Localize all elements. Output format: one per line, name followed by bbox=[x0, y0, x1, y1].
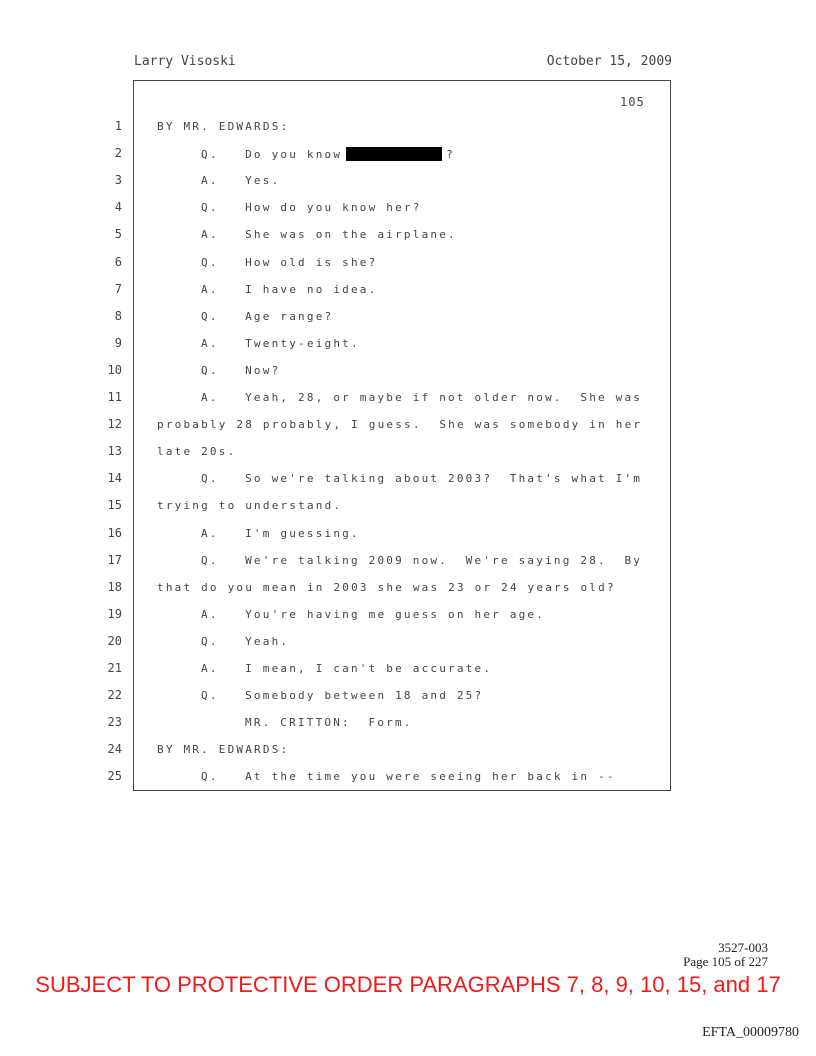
transcript-line-text: Q. At the time you were seeing her back in -- bbox=[201, 770, 616, 784]
transcript-line bbox=[157, 581, 616, 594]
transcript-line-text: Q. Do you know bbox=[201, 148, 343, 162]
transcript-line bbox=[157, 743, 289, 756]
transcript-line-text: Q. How do you know her? bbox=[201, 201, 422, 215]
line-number: 5 bbox=[114, 227, 122, 242]
transcript-line bbox=[201, 256, 377, 269]
line-number: 11 bbox=[107, 390, 122, 404]
redaction-bar bbox=[346, 147, 442, 161]
transcript-line-text: Q. Now? bbox=[201, 363, 281, 377]
transcript-line-text: Q. Yeah. bbox=[201, 634, 290, 648]
transcript-line-text: A. She was on the airplane. bbox=[201, 228, 457, 242]
transcript-line-text: A. You're having me guess on her age. bbox=[201, 607, 546, 621]
case-code: 3527-003 bbox=[718, 940, 768, 955]
transcript-line bbox=[201, 283, 377, 296]
deposition-date: October 15, 2009 bbox=[546, 54, 672, 69]
transcript-line bbox=[201, 228, 457, 241]
transcript-line-text: Q. Age range? bbox=[201, 309, 334, 323]
transcript-line-text: late 20s. bbox=[157, 445, 237, 459]
line-number: 23 bbox=[107, 715, 122, 730]
line-number: 20 bbox=[107, 633, 122, 648]
transcript-line-text: Q. So we're talking about 2003? That's what I'm bbox=[201, 472, 643, 486]
line-number: 3 bbox=[114, 173, 122, 188]
line-number: 16 bbox=[107, 525, 122, 540]
transcript-line-text: Q. How old is she? bbox=[201, 255, 378, 269]
transcript-line bbox=[201, 201, 422, 214]
transcript-line bbox=[201, 635, 289, 648]
transcript-line-text: A. I'm guessing. bbox=[201, 526, 360, 540]
transcript-line bbox=[201, 147, 455, 161]
transcript-line-text: A. I have no idea. bbox=[201, 282, 378, 296]
transcript-line bbox=[201, 689, 483, 702]
transcript-line bbox=[157, 120, 289, 133]
line-number: 4 bbox=[114, 200, 122, 215]
transcript-page-number: 105 bbox=[620, 95, 645, 109]
transcript-line-text: probably 28 probably, I guess. She was somebody in her bbox=[157, 418, 643, 432]
transcript-line bbox=[201, 174, 280, 187]
witness-name: Larry Visoski bbox=[134, 54, 236, 69]
line-number: 6 bbox=[114, 254, 122, 269]
transcript-line bbox=[201, 770, 616, 783]
transcript-line bbox=[201, 472, 642, 485]
transcript-line bbox=[201, 527, 360, 540]
page-of-total: Page 105 of 227 bbox=[683, 954, 768, 969]
line-number: 22 bbox=[107, 688, 122, 703]
transcript-line bbox=[201, 337, 360, 350]
line-number: 19 bbox=[107, 606, 122, 621]
transcript-line-text: A. Twenty-eight. bbox=[201, 336, 360, 350]
transcript-line bbox=[201, 554, 642, 567]
transcript-line-text: Q. Somebody between 18 and 25? bbox=[201, 689, 484, 703]
transcript-line-text: Q. We're talking 2009 now. We're saying 28. By bbox=[201, 553, 643, 567]
transcript-line bbox=[201, 310, 333, 323]
transcript-line-text: A. Yes. bbox=[201, 174, 281, 188]
line-number: 18 bbox=[107, 579, 122, 594]
transcript-line bbox=[201, 662, 492, 675]
line-number: 25 bbox=[107, 769, 122, 784]
line-number: 9 bbox=[114, 335, 122, 350]
transcript-line bbox=[201, 364, 280, 377]
line-number: 24 bbox=[107, 742, 122, 757]
transcript-line bbox=[157, 418, 642, 431]
protective-order-notice: SUBJECT TO PROTECTIVE ORDER PARAGRAPHS 7, 8, 9, 10, 15, and 17 bbox=[35, 972, 781, 997]
line-number: 14 bbox=[107, 471, 122, 486]
line-number: 12 bbox=[107, 417, 122, 432]
transcript-line-text: BY MR. EDWARDS: bbox=[157, 743, 290, 757]
line-number: 13 bbox=[107, 444, 122, 459]
transcript-line-text: trying to understand. bbox=[157, 499, 343, 513]
line-number: 17 bbox=[107, 552, 122, 567]
transcript-line-suffix: ? bbox=[446, 148, 455, 162]
line-number: 8 bbox=[114, 308, 122, 323]
transcript-line bbox=[245, 716, 413, 729]
line-number: 21 bbox=[107, 661, 122, 675]
line-number: 15 bbox=[107, 498, 122, 513]
transcript-line-text: BY MR. EDWARDS: bbox=[157, 120, 290, 133]
transcript-line bbox=[157, 499, 342, 512]
line-number: 7 bbox=[114, 281, 122, 296]
line-number: 1 bbox=[114, 119, 122, 133]
line-number: 10 bbox=[107, 362, 122, 377]
transcript-line-text: A. Yeah, 28, or maybe if not older now. She was bbox=[201, 391, 643, 404]
line-number: 2 bbox=[114, 146, 122, 161]
transcript-line-text: that do you mean in 2003 she was 23 or 24 years old? bbox=[157, 580, 616, 594]
transcript-line bbox=[201, 391, 642, 404]
transcript-line bbox=[201, 608, 545, 621]
transcript-line-text: MR. CRITTON: Form. bbox=[245, 716, 413, 730]
transcript-line-text: A. I mean, I can't be accurate. bbox=[201, 662, 493, 675]
bates-number: EFTA_00009780 bbox=[702, 1025, 799, 1040]
transcript-line bbox=[157, 445, 236, 458]
